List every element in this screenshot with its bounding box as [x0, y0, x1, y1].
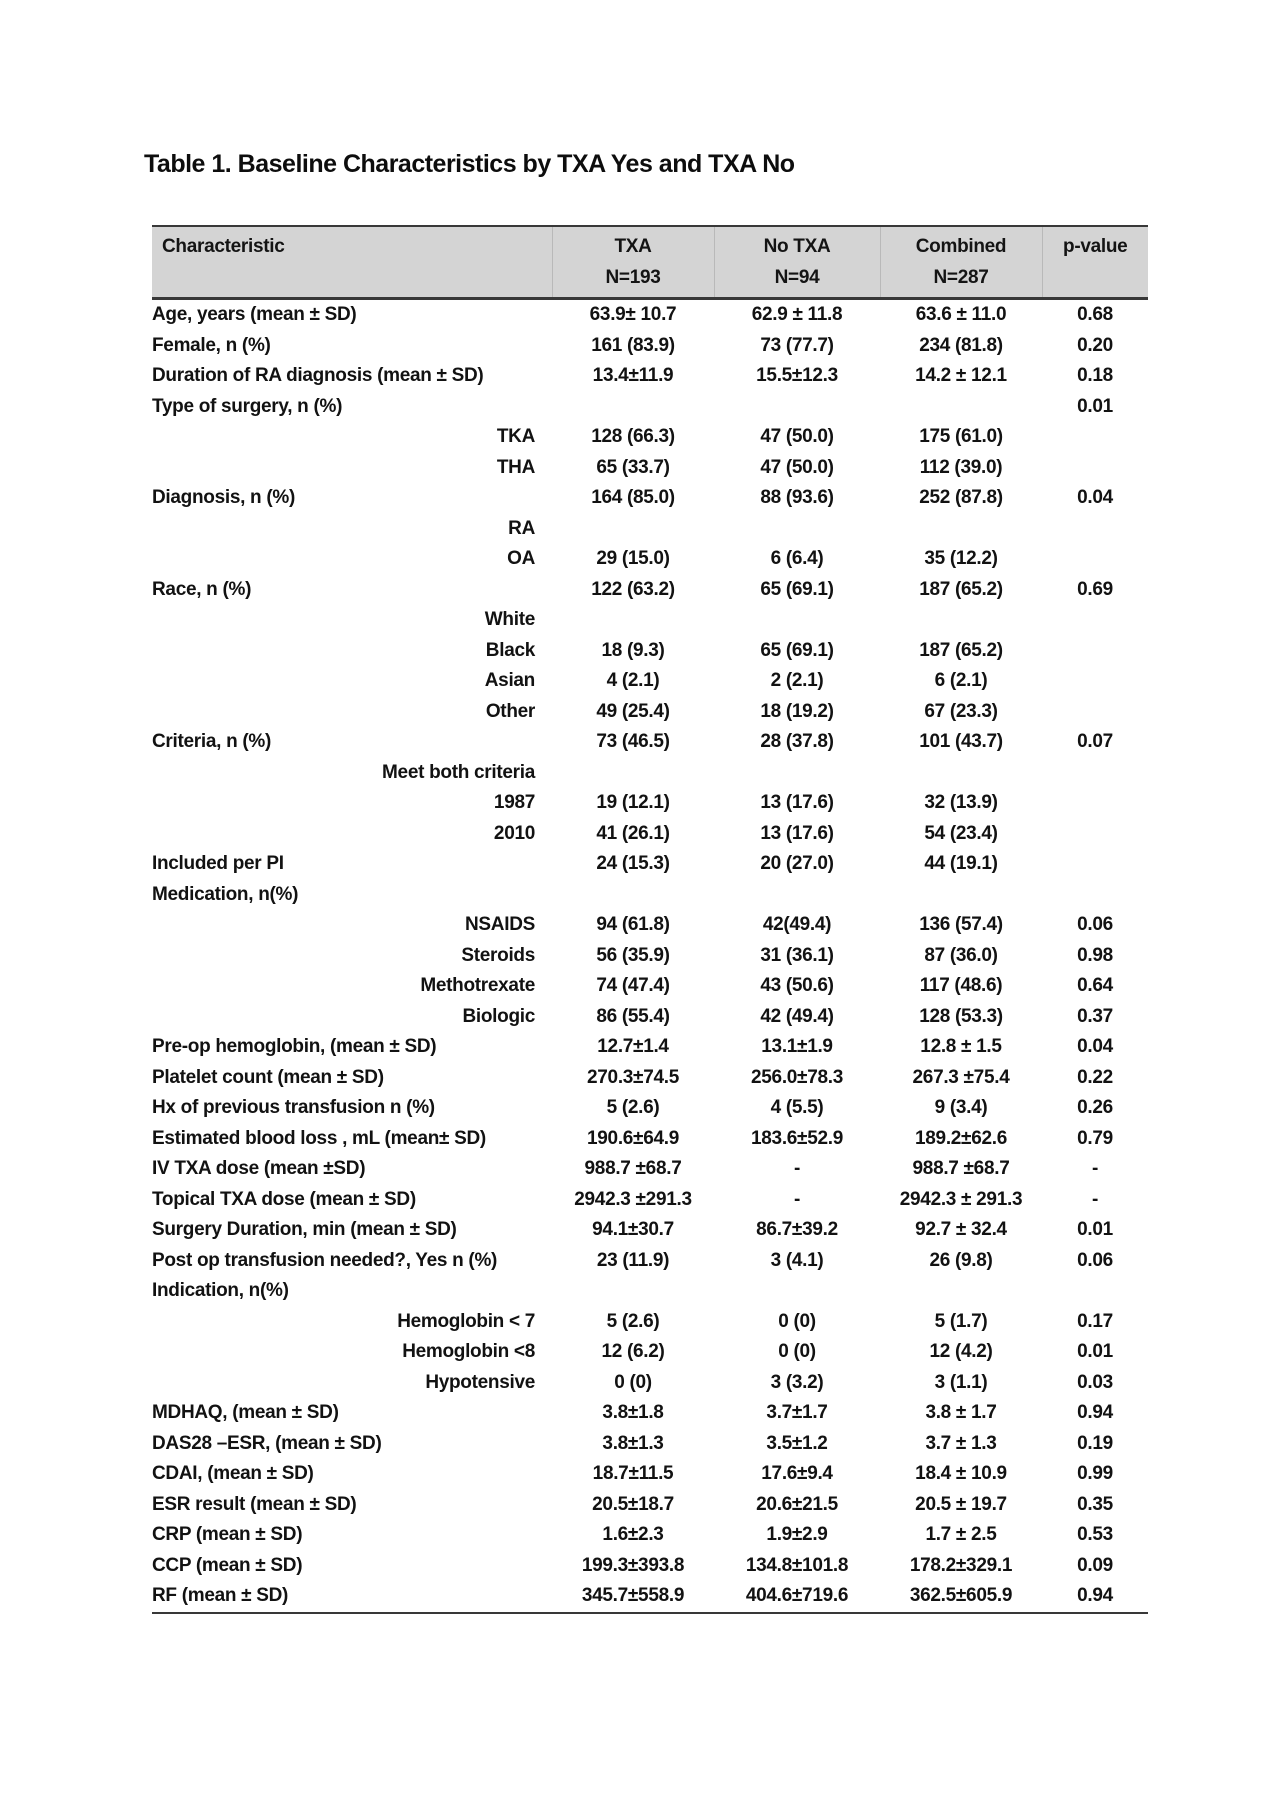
- cell-combined: 35 (12.2): [924, 548, 998, 570]
- cell-no-txa: 86.7±39.2: [756, 1219, 838, 1241]
- cell-no-txa: 3.5±1.2: [766, 1432, 828, 1454]
- cell-txa: 161 (83.9): [591, 334, 675, 356]
- cell-no-txa: 42(49.4): [762, 914, 832, 936]
- cell-combined: 178.2±329.1: [909, 1554, 1013, 1576]
- cell-combined: 1.7 ± 2.5: [925, 1524, 997, 1546]
- cell-p-value: [1042, 1276, 1148, 1307]
- cell-p-value: 0.79: [1077, 1127, 1113, 1149]
- cell-characteristic: THA: [496, 456, 535, 478]
- cell-no-txa: 31 (36.1): [760, 944, 834, 966]
- cell-no-txa: [714, 880, 880, 911]
- cell-characteristic: Asian: [484, 670, 535, 692]
- cell-no-txa: 88 (93.6): [760, 487, 834, 509]
- cell-p-value: [1042, 605, 1148, 636]
- cell-txa: 164 (85.0): [591, 487, 675, 509]
- cell-txa: 122 (63.2): [591, 578, 675, 600]
- cell-txa: 199.3±393.8: [581, 1554, 685, 1576]
- cell-no-txa: 3 (4.1): [770, 1249, 824, 1271]
- table-row: [152, 331, 1148, 362]
- table-row: [152, 483, 1148, 514]
- header-combined: [880, 226, 1042, 299]
- cell-txa: [552, 605, 714, 636]
- cell-combined: [880, 880, 1042, 911]
- cell-combined: 9 (3.4): [934, 1097, 988, 1119]
- cell-no-txa: 17.6±9.4: [761, 1463, 833, 1485]
- table-row: [152, 1520, 1148, 1551]
- table-row: [152, 758, 1148, 789]
- cell-no-txa: 6 (6.4): [770, 548, 824, 570]
- cell-txa: 18 (9.3): [601, 639, 665, 661]
- cell-p-value: 0.01: [1077, 1341, 1113, 1363]
- cell-p-value: [1042, 758, 1148, 789]
- cell-characteristic: IV TXA dose (mean ±SD): [152, 1158, 366, 1180]
- cell-combined: 128 (53.3): [919, 1005, 1003, 1027]
- header-no-txa: [714, 226, 880, 299]
- cell-txa: 29 (15.0): [596, 548, 670, 570]
- cell-characteristic: Steroids: [461, 944, 535, 966]
- cell-characteristic: Topical TXA dose (mean ± SD): [152, 1188, 416, 1210]
- cell-characteristic: Age, years (mean ± SD): [152, 304, 357, 326]
- cell-characteristic: Criteria, n (%): [152, 731, 272, 753]
- cell-combined: 187 (65.2): [919, 578, 1003, 600]
- table-row: [152, 1368, 1148, 1399]
- cell-characteristic: Type of surgery, n (%): [152, 395, 343, 417]
- cell-combined: 267.3 ±75.4: [912, 1066, 1010, 1088]
- cell-txa: 5 (2.6): [606, 1097, 660, 1119]
- cell-combined: [880, 605, 1042, 636]
- cell-p-value: 0.22: [1077, 1066, 1113, 1088]
- table-row: [152, 605, 1148, 636]
- cell-no-txa: 65 (69.1): [760, 578, 834, 600]
- cell-no-txa: 62.9 ± 11.8: [751, 304, 843, 326]
- cell-p-value: [1042, 849, 1148, 880]
- header-label: No TXA: [763, 236, 831, 257]
- cell-combined: 189.2±62.6: [915, 1127, 1007, 1149]
- cell-txa: 18.7±11.5: [592, 1463, 674, 1485]
- cell-combined: 136 (57.4): [919, 914, 1003, 936]
- table-row: [152, 392, 1148, 423]
- cell-p-value: 0.20: [1077, 334, 1113, 356]
- cell-no-txa: 3.7±1.7: [766, 1402, 828, 1424]
- header-label: Combined: [915, 236, 1007, 257]
- table-row: [152, 1490, 1148, 1521]
- cell-txa: 4 (2.1): [606, 670, 660, 692]
- cell-txa: 73 (46.5): [596, 731, 670, 753]
- cell-combined: 252 (87.8): [919, 487, 1003, 509]
- cell-p-value: [1042, 422, 1148, 453]
- cell-characteristic: Methotrexate: [420, 975, 535, 997]
- header-label: Characteristic: [162, 236, 285, 257]
- cell-p-value: 0.69: [1077, 578, 1113, 600]
- cell-no-txa: 42 (49.4): [760, 1005, 834, 1027]
- cell-no-txa: [714, 392, 880, 423]
- cell-p-value: 0.94: [1042, 1581, 1148, 1613]
- cell-characteristic: Post op transfusion needed?, Yes n (%): [152, 1249, 498, 1271]
- cell-p-value: [1042, 453, 1148, 484]
- cell-combined: 234 (81.8): [919, 334, 1003, 356]
- cell-combined: 67 (23.3): [924, 700, 998, 722]
- cell-txa: 41 (26.1): [596, 822, 670, 844]
- cell-characteristic: MDHAQ, (mean ± SD): [152, 1402, 339, 1424]
- cell-no-txa: 3 (3.2): [770, 1371, 824, 1393]
- cell-p-value: 0.01: [1077, 395, 1113, 417]
- cell-txa: 24 (15.3): [596, 853, 670, 875]
- cell-no-txa: 65 (69.1): [760, 639, 834, 661]
- table-row: [152, 1398, 1148, 1429]
- cell-characteristic: Duration of RA diagnosis (mean ± SD): [152, 365, 484, 387]
- cell-p-value: 0.64: [1077, 975, 1113, 997]
- cell-characteristic: Estimated blood loss , mL (mean± SD): [152, 1127, 486, 1149]
- header-row: [152, 226, 1148, 299]
- cell-txa: 270.3±74.5: [587, 1066, 679, 1088]
- cell-txa: 13.4±11.9: [592, 365, 674, 387]
- table-row: [152, 788, 1148, 819]
- header-label: TXA: [614, 236, 652, 257]
- cell-p-value: 0.06: [1077, 914, 1113, 936]
- cell-combined: 92.7 ± 32.4: [915, 1219, 1007, 1241]
- cell-combined: 18.4 ± 10.9: [915, 1463, 1007, 1485]
- table-row: [152, 1063, 1148, 1094]
- table-row: [152, 819, 1148, 850]
- cell-p-value: 0.03: [1077, 1371, 1113, 1393]
- cell-combined: 14.2 ± 12.1: [915, 365, 1007, 387]
- cell-p-value: 0.68: [1077, 304, 1113, 326]
- cell-no-txa: 20.6±21.5: [756, 1493, 838, 1515]
- cell-txa: 74 (47.4): [596, 975, 670, 997]
- cell-characteristic: Diagnosis, n (%): [152, 487, 295, 509]
- cell-no-txa: 0 (0): [778, 1310, 816, 1332]
- cell-characteristic: CRP (mean ± SD): [152, 1524, 303, 1546]
- cell-no-txa: [714, 758, 880, 789]
- table-row: [152, 880, 1148, 911]
- table-row: [152, 1307, 1148, 1338]
- cell-characteristic: Meet both criteria: [382, 761, 535, 783]
- cell-combined: [880, 392, 1042, 423]
- cell-combined: 101 (43.7): [919, 731, 1003, 753]
- table-row: [152, 1551, 1148, 1582]
- table-row: [152, 697, 1148, 728]
- table-row: [152, 941, 1148, 972]
- cell-characteristic: Biologic: [462, 1005, 535, 1027]
- cell-txa: 12.7±1.4: [597, 1036, 669, 1058]
- cell-no-txa: 256.0±78.3: [751, 1066, 843, 1088]
- cell-no-txa: 18 (19.2): [760, 700, 834, 722]
- cell-p-value: 0.09: [1077, 1554, 1113, 1576]
- cell-txa: 1.6±2.3: [602, 1524, 664, 1546]
- table-row: [152, 1581, 1148, 1613]
- cell-txa: 94 (61.8): [596, 914, 670, 936]
- header-n-count: N=287: [933, 267, 989, 288]
- cell-txa: 20.5±18.7: [592, 1493, 674, 1515]
- cell-p-value: 0.04: [1077, 1036, 1113, 1058]
- cell-p-value: 0.94: [1077, 1402, 1113, 1424]
- table-title: Table 1. Baseline Characteristics by TXA Yes and TXA No: [144, 150, 795, 178]
- cell-characteristic: Hemoglobin < 7: [397, 1310, 535, 1332]
- cell-characteristic: Indication, n(%): [152, 1280, 289, 1302]
- cell-txa: 12 (6.2): [601, 1341, 665, 1363]
- cell-txa: 19 (12.1): [596, 792, 670, 814]
- cell-txa: 345.7±558.9: [552, 1581, 714, 1613]
- cell-txa: 23 (11.9): [596, 1249, 670, 1271]
- cell-p-value: -: [1091, 1158, 1099, 1180]
- cell-characteristic: Medication, n(%): [152, 883, 299, 905]
- cell-characteristic: Female, n (%): [152, 334, 271, 356]
- cell-p-value: 0.99: [1077, 1463, 1113, 1485]
- cell-combined: 6 (2.1): [934, 670, 988, 692]
- table-row: [152, 1002, 1148, 1033]
- cell-p-value: 0.26: [1077, 1097, 1113, 1119]
- cell-txa: [552, 758, 714, 789]
- cell-combined: 54 (23.4): [924, 822, 998, 844]
- cell-txa: 3.8±1.3: [602, 1432, 664, 1454]
- baseline-characteristics-table: [152, 225, 1148, 1614]
- cell-no-txa: 13.1±1.9: [761, 1036, 833, 1058]
- header-p-value: [1042, 226, 1148, 299]
- cell-characteristic: Included per PI: [152, 853, 284, 875]
- table-row: [152, 422, 1148, 453]
- cell-txa: 86 (55.4): [596, 1005, 670, 1027]
- cell-txa: [552, 392, 714, 423]
- table-row: [152, 1337, 1148, 1368]
- cell-p-value: [1042, 666, 1148, 697]
- cell-combined: 2942.3 ± 291.3: [899, 1188, 1023, 1210]
- header-label: p-value: [1063, 236, 1128, 257]
- cell-p-value: 0.04: [1077, 487, 1113, 509]
- cell-no-txa: [714, 1276, 880, 1307]
- cell-characteristic: RA: [508, 517, 535, 539]
- table-row: [152, 1215, 1148, 1246]
- cell-p-value: 0.06: [1077, 1249, 1113, 1271]
- cell-p-value: 0.17: [1077, 1310, 1113, 1332]
- header-characteristic: [152, 226, 552, 299]
- table-row: [152, 971, 1148, 1002]
- cell-combined: 112 (39.0): [919, 456, 1003, 478]
- cell-txa: 5 (2.6): [606, 1310, 660, 1332]
- cell-characteristic: Hypotensive: [425, 1371, 535, 1393]
- table-row: [152, 910, 1148, 941]
- cell-txa: 94.1±30.7: [592, 1219, 674, 1241]
- cell-combined: 12 (4.2): [929, 1341, 993, 1363]
- cell-txa: 190.6±64.9: [587, 1127, 679, 1149]
- table-row: [152, 544, 1148, 575]
- cell-combined: [880, 758, 1042, 789]
- table-row: [152, 666, 1148, 697]
- cell-no-txa: -: [793, 1158, 801, 1180]
- cell-characteristic: Race, n (%): [152, 578, 252, 600]
- table-row: [152, 849, 1148, 880]
- cell-combined: 32 (13.9): [924, 792, 998, 814]
- cell-combined: 20.5 ± 19.7: [915, 1493, 1007, 1515]
- table-row: [152, 1093, 1148, 1124]
- cell-no-txa: 47 (50.0): [760, 456, 834, 478]
- cell-characteristic: Surgery Duration, min (mean ± SD): [152, 1219, 457, 1241]
- cell-combined: 3.8 ± 1.7: [925, 1402, 997, 1424]
- cell-txa: [552, 880, 714, 911]
- cell-p-value: 0.18: [1077, 365, 1113, 387]
- cell-no-txa: 183.6±52.9: [751, 1127, 843, 1149]
- cell-no-txa: [714, 514, 880, 545]
- cell-txa: 65 (33.7): [596, 456, 670, 478]
- cell-characteristic: Other: [485, 700, 535, 722]
- cell-p-value: 0.01: [1077, 1219, 1113, 1241]
- cell-no-txa: 0 (0): [778, 1341, 816, 1363]
- table-row: [152, 1124, 1148, 1155]
- cell-p-value: 0.19: [1077, 1432, 1113, 1454]
- cell-characteristic: CDAI, (mean ± SD): [152, 1463, 314, 1485]
- cell-no-txa: 28 (37.8): [760, 731, 834, 753]
- table-row: [152, 514, 1148, 545]
- cell-p-value: [1042, 788, 1148, 819]
- cell-p-value: 0.35: [1077, 1493, 1113, 1515]
- cell-combined: [880, 514, 1042, 545]
- cell-p-value: 0.98: [1077, 944, 1113, 966]
- cell-characteristic: NSAIDS: [465, 914, 535, 936]
- cell-txa: 3.8±1.8: [602, 1402, 664, 1424]
- cell-no-txa: [714, 605, 880, 636]
- cell-no-txa: -: [793, 1188, 801, 1210]
- cell-combined: [880, 1276, 1042, 1307]
- cell-combined: 187 (65.2): [919, 639, 1003, 661]
- cell-combined: 87 (36.0): [924, 944, 998, 966]
- table-body: [152, 299, 1148, 1613]
- table-row: [152, 636, 1148, 667]
- cell-txa: 63.9± 10.7: [589, 304, 677, 326]
- cell-characteristic: OA: [507, 548, 535, 570]
- cell-p-value: 0.07: [1077, 731, 1113, 753]
- cell-characteristic: ESR result (mean ± SD): [152, 1493, 357, 1515]
- cell-combined: 63.6 ± 11.0: [915, 304, 1007, 326]
- table-row: [152, 453, 1148, 484]
- cell-no-txa: 13 (17.6): [760, 822, 834, 844]
- cell-p-value: 0.37: [1077, 1005, 1113, 1027]
- cell-combined: 44 (19.1): [924, 853, 998, 875]
- cell-p-value: -: [1091, 1188, 1099, 1210]
- header-n-count: N=94: [774, 267, 820, 288]
- cell-p-value: [1042, 636, 1148, 667]
- cell-no-txa: 404.6±719.6: [714, 1581, 880, 1613]
- cell-characteristic: CCP (mean ± SD): [152, 1554, 303, 1576]
- cell-no-txa: 73 (77.7): [760, 334, 834, 356]
- header-n-count: N=193: [605, 267, 661, 288]
- cell-characteristic: White: [484, 609, 535, 631]
- cell-txa: [552, 1276, 714, 1307]
- cell-combined: 3 (1.1): [934, 1371, 988, 1393]
- cell-txa: [552, 514, 714, 545]
- cell-combined: 988.7 ±68.7: [912, 1158, 1010, 1180]
- cell-no-txa: 20 (27.0): [760, 853, 834, 875]
- cell-p-value: [1042, 819, 1148, 850]
- cell-characteristic: DAS28 –ESR, (mean ± SD): [152, 1432, 382, 1454]
- cell-txa: 128 (66.3): [591, 426, 675, 448]
- cell-p-value: [1042, 880, 1148, 911]
- table-row: [152, 1429, 1148, 1460]
- table-row: [152, 1459, 1148, 1490]
- cell-no-txa: 4 (5.5): [770, 1097, 824, 1119]
- table-row: [152, 361, 1148, 392]
- cell-characteristic: Platelet count (mean ± SD): [152, 1066, 384, 1088]
- header-txa: [552, 226, 714, 299]
- cell-combined: 117 (48.6): [919, 975, 1003, 997]
- cell-characteristic: Hx of previous transfusion n (%): [152, 1097, 435, 1119]
- table-row: [152, 1032, 1148, 1063]
- cell-txa: 56 (35.9): [596, 944, 670, 966]
- cell-txa: 0 (0): [614, 1371, 652, 1393]
- cell-no-txa: 13 (17.6): [760, 792, 834, 814]
- cell-txa: 2942.3 ±291.3: [574, 1188, 692, 1210]
- cell-no-txa: 134.8±101.8: [745, 1554, 849, 1576]
- cell-no-txa: 43 (50.6): [760, 975, 834, 997]
- cell-combined: 362.5±605.9: [880, 1581, 1042, 1613]
- cell-characteristic: Pre-op hemoglobin, (mean ± SD): [152, 1036, 437, 1058]
- cell-characteristic: TKA: [496, 426, 535, 448]
- cell-no-txa: 1.9±2.9: [766, 1524, 828, 1546]
- table-row: [152, 1246, 1148, 1277]
- table-row: [152, 1154, 1148, 1185]
- table-row: [152, 1185, 1148, 1216]
- cell-txa: 988.7 ±68.7: [584, 1158, 682, 1180]
- cell-no-txa: 47 (50.0): [760, 426, 834, 448]
- cell-characteristic: 2010: [493, 822, 535, 844]
- cell-characteristic: 1987: [493, 792, 535, 814]
- cell-combined: 26 (9.8): [929, 1249, 993, 1271]
- cell-txa: 49 (25.4): [596, 700, 670, 722]
- table-row: [152, 299, 1148, 331]
- cell-combined: 5 (1.7): [934, 1310, 988, 1332]
- cell-combined: 3.7 ± 1.3: [925, 1432, 997, 1454]
- cell-characteristic: Hemoglobin <8: [402, 1341, 535, 1363]
- table-row: [152, 727, 1148, 758]
- cell-p-value: 0.53: [1077, 1524, 1113, 1546]
- cell-p-value: [1042, 697, 1148, 728]
- cell-no-txa: 15.5±12.3: [756, 365, 838, 387]
- cell-p-value: [1042, 514, 1148, 545]
- cell-no-txa: 2 (2.1): [770, 670, 824, 692]
- cell-characteristic: Black: [485, 639, 535, 661]
- table-row: [152, 1276, 1148, 1307]
- table-row: [152, 575, 1148, 606]
- cell-combined: 12.8 ± 1.5: [920, 1036, 1002, 1058]
- cell-characteristic: RF (mean ± SD): [152, 1581, 552, 1613]
- cell-p-value: [1042, 544, 1148, 575]
- cell-combined: 175 (61.0): [919, 426, 1003, 448]
